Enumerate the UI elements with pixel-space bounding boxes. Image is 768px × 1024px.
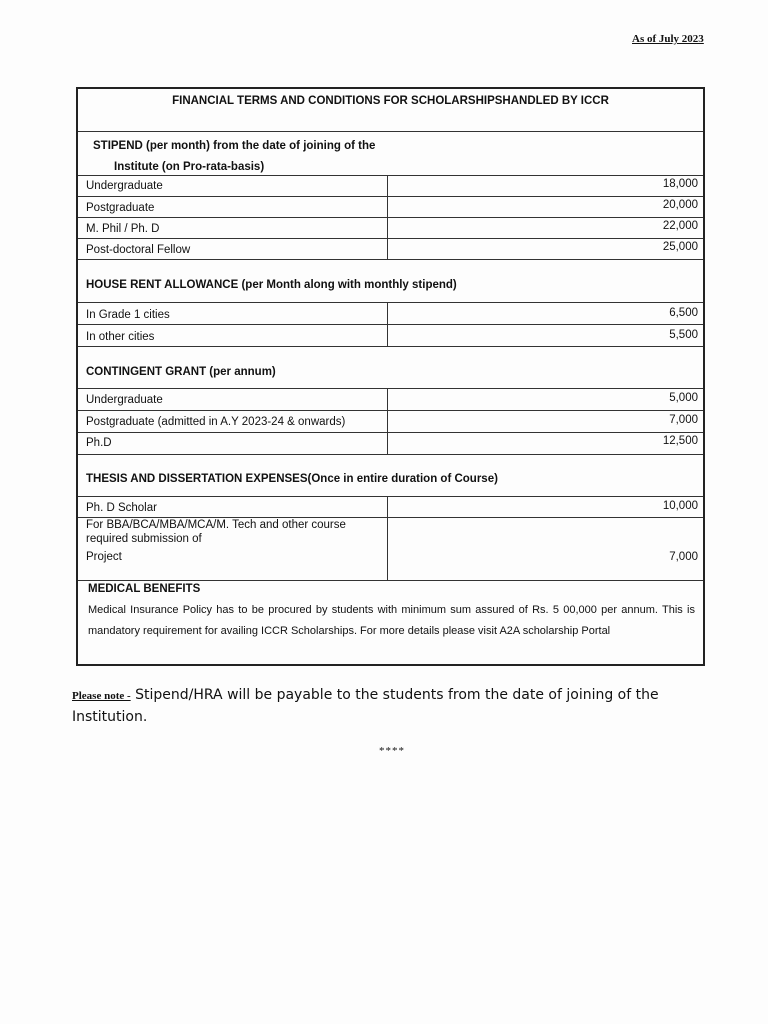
medical-heading: MEDICAL BENEFITS — [88, 583, 201, 595]
divider — [78, 131, 703, 132]
scholarship-terms-table — [76, 87, 705, 666]
stipend-row-label: M. Phil / Ph. D — [86, 223, 160, 235]
stipend-row-value: 18,000 — [662, 178, 698, 190]
note-text: Stipend/HRA will be payable to the students from the date of joining of the Institution. — [72, 687, 659, 725]
stipend-heading: STIPEND (per month) from the date of joining of the — [93, 140, 376, 152]
hra-row-label: In other cities — [86, 331, 155, 343]
stipend-row-label: Postgraduate — [86, 202, 155, 214]
table-title: FINANCIAL TERMS AND CONDITIONS FOR SCHOLARSHIPSHANDLED BY ICCR — [172, 95, 609, 107]
stipend-row-value: 22,000 — [662, 220, 698, 232]
contingent-heading: CONTINGENT GRANT (per annum) — [86, 366, 276, 378]
as-of-date: As of July 2023 — [632, 33, 704, 45]
hra-row-label: In Grade 1 cities — [86, 309, 170, 321]
stipend-heading-cont: Institute (on Pro-rata-basis) — [114, 161, 265, 173]
hra-row-value: 6,500 — [669, 307, 698, 319]
thesis-row-label: Ph. D Scholar — [86, 502, 157, 514]
stipend-row-value: 25,000 — [662, 241, 698, 253]
hra-heading: HOUSE RENT ALLOWANCE (per Month along with monthly stipend) — [86, 279, 457, 291]
end-marker: **** — [379, 745, 405, 757]
contingent-row-value: 12,500 — [662, 435, 698, 447]
thesis-heading: THESIS AND DISSERTATION EXPENSES(Once in entire duration of Course) — [86, 473, 498, 485]
stipend-row-label: Post-doctoral Fellow — [86, 244, 191, 256]
contingent-row-label: Ph.D — [86, 437, 112, 449]
contingent-row-label: Postgraduate (admitted in A.Y 2023-24 & onwards) — [86, 416, 346, 428]
project-row-value: 7,000 — [669, 551, 698, 563]
project-row-label: For BBA/BCA/MBA/MCA/M. Tech and other course — [86, 519, 346, 531]
contingent-row-value: 7,000 — [669, 414, 698, 426]
project-row-label-end: Project — [86, 551, 122, 563]
contingent-row-label: Undergraduate — [86, 394, 163, 406]
contingent-row-value: 5,000 — [669, 392, 698, 404]
hra-row-value: 5,500 — [669, 329, 698, 341]
note-label: Please note - — [72, 690, 131, 702]
stipend-row-value: 20,000 — [662, 199, 698, 211]
medical-text: Medical Insurance Policy has to be procured by students with minimum sum assured of Rs. 5 00,000 per annum. This is mandatory requirement for availing ICCR Scholarships. For more details please visit A2A scholarship Portal — [88, 604, 695, 637]
thesis-row-value: 10,000 — [662, 500, 698, 512]
project-row-label-cont: required submission of — [86, 533, 202, 545]
payment-note — [72, 685, 712, 728]
stipend-row-label: Undergraduate — [86, 180, 163, 192]
